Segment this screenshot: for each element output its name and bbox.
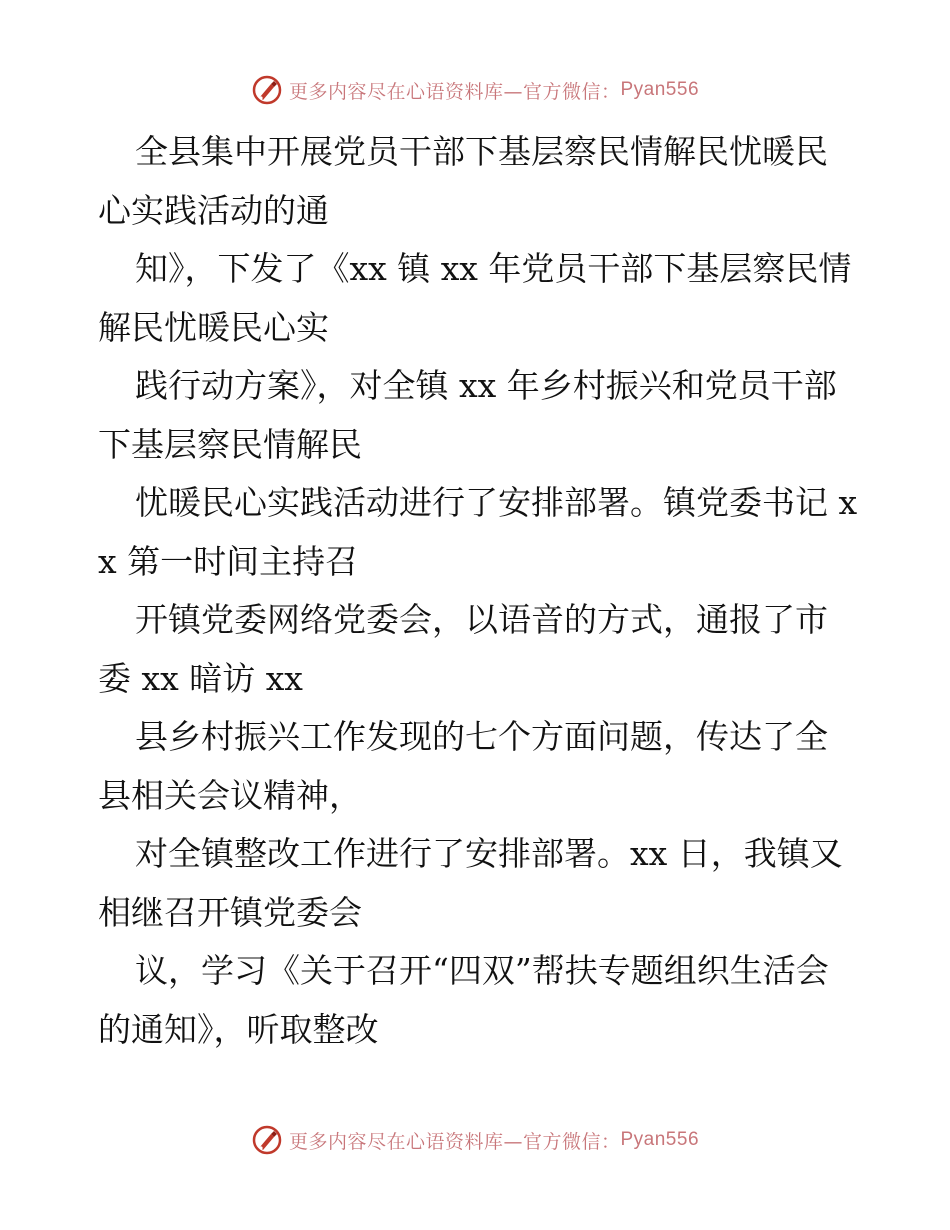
watermark-text: 更多内容尽在心语资料库—官方微信：	[288, 80, 621, 103]
paragraph: 知》，下发了《xx 镇 xx 年党员干部下基层察民情解民忧暖民心实	[98, 249, 852, 347]
paragraph: 县乡村振兴工作发现的七个方面问题，传达了全县相关会议精神，	[98, 717, 828, 815]
pen-seal-icon	[251, 74, 283, 106]
paragraph: 忧暖民心实践活动进行了安排部署。镇党委书记 xx 第一时间主持召	[98, 483, 858, 581]
document-body	[98, 123, 858, 1059]
watermark-wechat-id: Pyan556	[620, 79, 700, 100]
header-watermark	[0, 70, 950, 110]
pen-seal-icon	[251, 1124, 283, 1156]
paragraph: 开镇党委网络党委会，以语音的方式，通报了市委 xx 暗访 xx	[98, 600, 828, 698]
watermark-wechat-id: Pyan556	[620, 1129, 700, 1150]
paragraph: 全县集中开展党员干部下基层察民情解民忧暖民心实践活动的通	[98, 132, 828, 230]
paragraph: 践行动方案》，对全镇 xx 年乡村振兴和党员干部下基层察民情解民	[98, 366, 837, 464]
paragraph: 对全镇整改工作进行了安排部署。xx 日，我镇又相继召开镇党委会	[98, 834, 843, 932]
paragraph: 议，学习《关于召开“四双”帮扶专题组织生活会的通知》，听取整改	[98, 951, 829, 1049]
watermark-text: 更多内容尽在心语资料库—官方微信：	[288, 1130, 621, 1153]
footer-watermark	[0, 1120, 950, 1160]
